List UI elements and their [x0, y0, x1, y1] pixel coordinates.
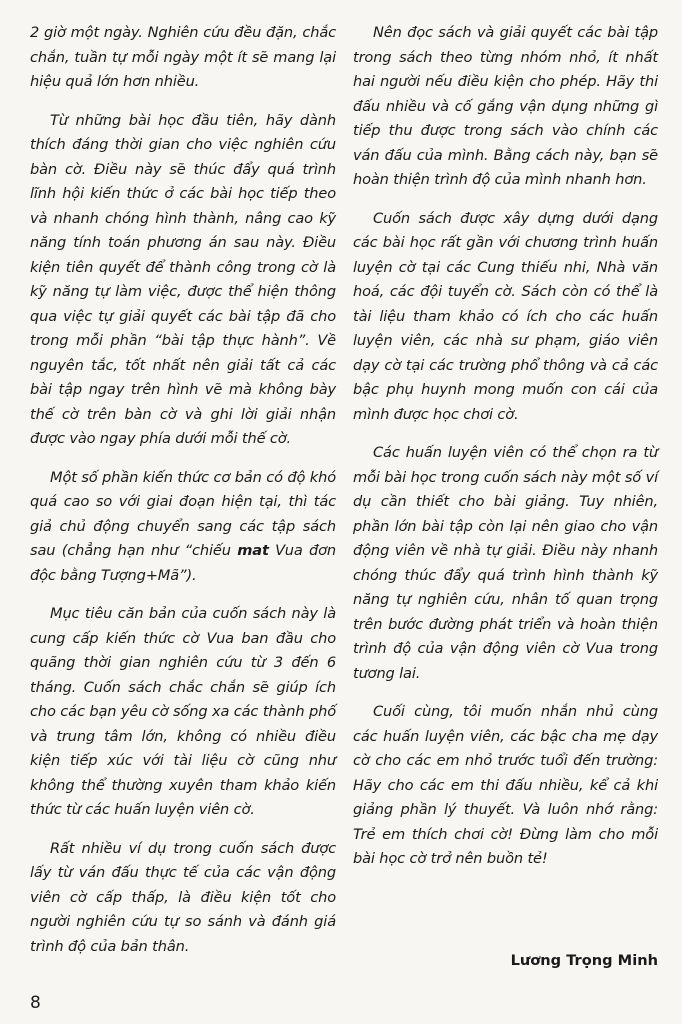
left-paragraph-1: 2 giờ một ngày. Nghiên cứu đều đặn, chắc chắn, tuần tự mỗi ngày một ít sẽ mang lại hiệu quả lớn hơn nhiều.: [30, 24, 336, 90]
right-paragraph-4: Cuối cùng, tôi muốn nhắn nhủ cùng các huấn luyện viên, các bậc cha mẹ dạy cờ cho các em nhỏ trước tuổi đến trường: Hãy cho các em thi đấu nhiều, kể cả khi giảng phần lý thuyết. Và luôn nhớ rằng: Trẻ em thích chơi cờ! Đừng làm cho mỗi bài học cờ trở nên buồn tẻ!: [353, 703, 658, 867]
page-number: 8: [30, 993, 41, 1013]
right-column: [353, 21, 658, 886]
left-paragraph-3-text-b: Vua đơn độc bằng Tượng+Mã”).: [30, 542, 336, 584]
left-column: [30, 21, 336, 973]
author-signature: Lương Trọng Minh: [510, 952, 658, 969]
left-paragraph-3-bold: mat: [237, 542, 269, 559]
left-paragraph-3: [30, 466, 336, 589]
right-paragraph-2: Cuốn sách được xây dựng dưới dạng các bài học rất gần với chương trình huấn luyện cờ tại các Cung thiếu nhi, Nhà văn hoá, các đội tuyển cờ. Sách còn có thể là tài liệu tham khảo có ích cho các huấn luyện viên, các nhà sư phạm, giáo viên dạy cờ tại các trường phổ thông và cả các bậc phụ huynh mong muốn con cái của mình được học chơi cờ.: [353, 209, 658, 423]
left-paragraph-2: Từ những bài học đầu tiên, hãy dành thích đáng thời gian cho việc nghiên cứu bàn cờ. Điều này sẽ thúc đẩy quá trình lĩnh hội kiến thức ở các bài học tiếp theo và nhanh chóng hình thành, nâng cao kỹ năng tính toán phương án sau này. Điều kiện tiên quyết để thành công trong cờ là kỹ năng tự làm việc, được thể hiện thông qua việc tự giải quyết các bài tập đã cho trong mỗi phần “bài tập thực hành”. Về nguyên tắc, tốt nhất nên giải tất cả các bài tập ngay trên hình vẽ mà không bày thế cờ trên bàn cờ và ghi lời giải nhận được vào ngay phía dưới mỗi thế cờ.: [30, 111, 336, 447]
right-paragraph-1: Nên đọc sách và giải quyết các bài tập trong sách theo từng nhóm nhỏ, ít nhất hai người nếu điều kiện cho phép. Hãy thi đấu nhiều và cố gắng vận dụng những gì tiếp thu được trong sách vào chính các ván đấu của mình. Bằng cách này, bạn sẽ hoàn thiện trình độ của mình nhanh hơn.: [353, 24, 658, 188]
right-paragraph-3: Các huấn luyện viên có thể chọn ra từ mỗi bài học trong cuốn sách này một số ví dụ cần thiết cho bài giảng. Tuy nhiên, phần lớn bài tập còn lại nên giao cho vận động viên về nhà tự giải. Điều này nhanh chóng thúc đẩy quá trình hình thành kỹ năng tự nghiên cứu, nhân tố quan trọng trên bước đường phát triển và hoàn thiện trình độ của vận động viên cờ Vua trong tương lai.: [353, 444, 658, 682]
left-paragraph-4: Mục tiêu căn bản của cuốn sách này là cung cấp kiến thức cờ Vua ban đầu cho quãng thời gian nghiên cứu từ 3 đến 6 tháng. Cuốn sách chắc chắn sẽ giúp ích cho các bạn yêu cờ sống xa các thành phố và trung tâm lớn, không có nhiều điều kiện tiếp xúc với tài liệu cờ cũng như không thể thường xuyên tham khảo kiến thức từ các huấn luyện viên cờ.: [30, 605, 336, 818]
left-paragraph-5: Rất nhiều ví dụ trong cuốn sách được lấy từ ván đấu thực tế của các vận động viên cờ cấp thấp, là điều kiện tốt cho người nghiên cứu tự so sánh và đánh giá trình độ của bản thân.: [30, 839, 336, 955]
left-paragraph-3-text-a: Một số phần kiến thức cơ bản có độ khó quá cao so với giai đoạn hiện tại, thì tác giả chủ động chuyển sang các tập sách sau (chẳng hạn như “chiếu: [30, 468, 336, 559]
